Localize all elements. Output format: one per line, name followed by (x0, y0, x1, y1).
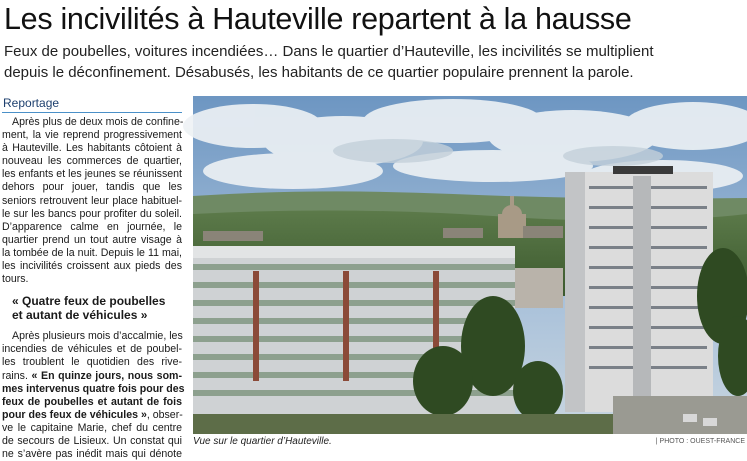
intertitle-line: « Quatre feux de poubelles (12, 294, 166, 309)
article-headline: Les incivilités à Hauteville repartent à la hausse (4, 2, 632, 36)
text-line: incendies de véhicules et de poubel- (2, 343, 182, 356)
text-line: Après plus de deux mois de confine- (12, 116, 184, 128)
text-line: nouveau les commerces de quartier, (2, 155, 182, 168)
hauteville-photo-illustration (193, 96, 747, 434)
text-line: les incivilités croissent aux pieds des (2, 260, 182, 273)
text-line: la tombée de la nuit. Depuis le 11 mai, (2, 246, 182, 259)
paragraph-2 (2, 330, 185, 461)
lead-line: depuis le déconfinement. Désabusés, les habitants de ce quartier populaire prennent la parole. (4, 64, 634, 81)
text-line: ment, la vie reprend progressivement (2, 129, 182, 142)
text-line: dehors pour jouer, tandis que les (2, 181, 182, 194)
text-line: les enfants et les jeunes se réunissent (2, 168, 182, 181)
text-line (2, 409, 182, 422)
text-line: ne s’avère pas inédit mais qui dénote (2, 448, 182, 461)
text-line: les troublent le quotidien des rive- (2, 356, 182, 369)
photo-caption: Vue sur le quartier d’Hauteville. (193, 436, 332, 447)
text-line: de secours de Lisieux. Un constat qui (2, 434, 182, 447)
text-line: ve le capitaine Marie, chef du centre (2, 421, 182, 434)
article-lead (4, 41, 744, 83)
intertitle-line: et autant de véhicules » (12, 308, 148, 323)
quote-fragment: pour des feux de véhicules » (2, 408, 147, 421)
quote-line: feux de poubelles et autant de fois (2, 395, 182, 408)
text-line: tours. (2, 273, 29, 286)
text-line: seniors retrouvent leur place habituel- (2, 194, 182, 207)
text-line: D’apparence calme en journée, le (2, 220, 182, 233)
text-fragment: , obser- (146, 408, 183, 421)
quote-fragment: « En quinze jours, nous som- (31, 369, 182, 382)
text-line: Après plusieurs mois d’accalmie, les (12, 330, 183, 343)
intertitle (2, 294, 182, 322)
section-rubric: Reportage (2, 96, 182, 113)
text-line: à Hauteville. Les habitants côtoient à (2, 142, 182, 155)
article-photo (193, 96, 747, 434)
article-column (2, 96, 185, 461)
paragraph-1 (2, 116, 182, 286)
text-fragment: rains. (2, 369, 28, 382)
text-line: le sur les bancs pour profiter du soleil. (2, 207, 182, 220)
photo-credit: | PHOTO : OUEST-FRANCE (655, 438, 745, 445)
text-line (2, 370, 182, 383)
quote-line: mes intervenus quatre fois pour des (2, 382, 185, 395)
lead-line: Feux de poubelles, voitures incendiées… Dans le quartier d’Hauteville, les incivilités se multiplient (4, 43, 654, 60)
text-line: quartier prend un tout autre visage à (2, 233, 182, 246)
